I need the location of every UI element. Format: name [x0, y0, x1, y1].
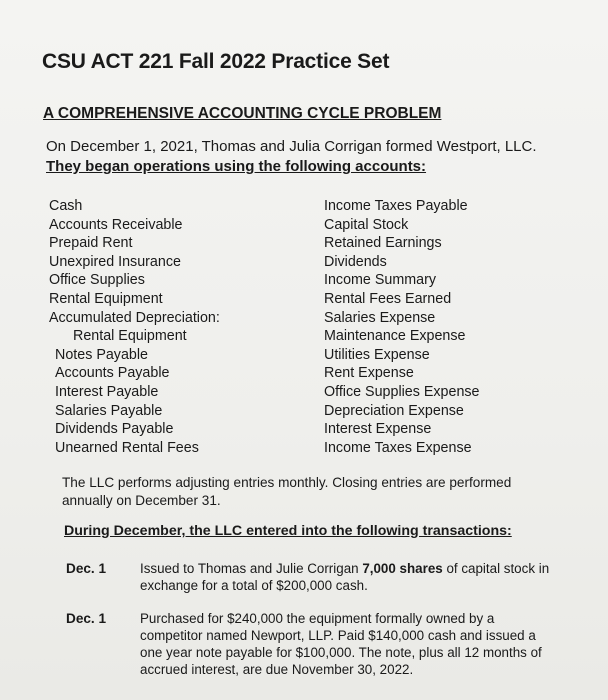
account-item: Capital Stock [324, 216, 409, 233]
account-item: Unearned Rental Fees [55, 439, 199, 456]
document-title: CSU ACT 221 Fall 2022 Practice Set [42, 50, 390, 73]
account-item: Accounts Receivable [49, 216, 183, 233]
transaction-description: Purchased for $240,000 the equipment formally owned by a competitor named Newport, LLP. Paid $140,000 cash and issued a one year note payable for $100,000. The note, plus all 12 months of accrued interest, are due November 30, 2022. [140, 611, 542, 677]
transaction-text-bold: 7,000 shares [362, 561, 443, 576]
account-item: Salaries Payable [55, 402, 163, 419]
intro-line: On December 1, 2021, Thomas and Julia Corrigan formed Westport, LLC. [46, 138, 537, 155]
accounts-list-right [324, 197, 480, 457]
account-item: Retained Earnings [324, 235, 442, 252]
account-item: Rental Equipment [49, 290, 163, 307]
accounts-list-left [49, 197, 220, 457]
account-item: Interest Payable [55, 383, 159, 400]
account-item: Cash [49, 198, 83, 214]
account-item: Accounts Payable [55, 365, 170, 382]
section-heading: A COMPREHENSIVE ACCOUNTING CYCLE PROBLEM [43, 105, 442, 122]
transaction-description [140, 560, 560, 594]
transaction-date: Dec. 1 [66, 611, 107, 626]
transaction-text: of capital stock in exchange for a total of $200,000 cash. [140, 561, 550, 593]
adjusting-entries-note: The LLC performs adjusting entries monthly. Closing entries are performed annually on December 31. [62, 475, 512, 508]
account-item: Maintenance Expense [324, 328, 466, 345]
account-item: Depreciation Expense [324, 402, 464, 419]
account-item: Salaries Expense [324, 309, 436, 326]
account-item: Income Taxes Expense [324, 439, 472, 456]
account-item: Rental Fees Earned [324, 290, 452, 307]
account-item: Rent Expense [324, 365, 414, 382]
transactions-heading: During December, the LLC entered into the following transactions: [64, 523, 512, 539]
transaction-date: Dec. 1 [66, 561, 107, 576]
account-item: Dividends Payable [55, 421, 174, 438]
account-item: Utilities Expense [324, 346, 430, 363]
account-item: Interest Expense [324, 421, 432, 438]
transaction-text: Issued to Thomas and Julie Corrigan [140, 561, 363, 576]
accounts-intro-heading: They began operations using the following accounts: [46, 158, 427, 175]
account-item: Office Supplies [49, 272, 145, 289]
account-item: Office Supplies Expense [324, 383, 480, 400]
account-item: Dividends [324, 253, 387, 270]
account-item: Prepaid Rent [49, 235, 133, 252]
account-item: Notes Payable [55, 346, 148, 363]
account-item: Rental Equipment [73, 328, 187, 345]
account-item: Accumulated Depreciation: [49, 309, 220, 326]
account-item: Income Taxes Payable [324, 198, 468, 214]
account-item: Unexpired Insurance [49, 253, 181, 270]
account-item: Income Summary [324, 272, 437, 289]
